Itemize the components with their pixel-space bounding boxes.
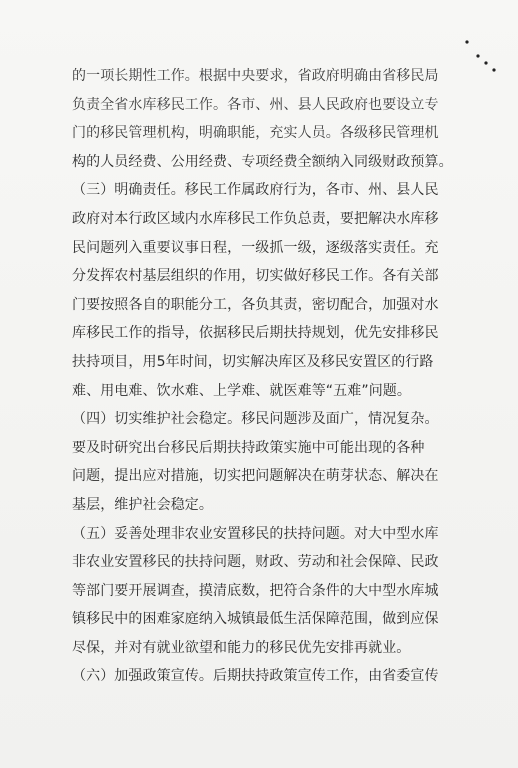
scan-dot-1: [465, 40, 468, 43]
text-line: 政府对本行政区域内水库移民工作负总责，要把解决水库移: [72, 210, 439, 227]
text-line: 尽保，并对有就业欲望和能力的移民优先安排再就业。: [72, 639, 411, 656]
scan-dot-4: [492, 68, 495, 71]
text-line: （五）妥善处理非农业安置移民的扶持问题。对大中型水库: [72, 525, 439, 542]
body-text: [72, 62, 472, 691]
text-line: （六）加强政策宣传。后期扶持政策宣传工作，由省委宣传: [72, 668, 439, 685]
text-line: 构的人员经费、公用经费、专项经费全额纳入同级财政预算。: [72, 153, 453, 170]
text-line: 要及时研究出台移民后期扶持政策实施中可能出现的各种: [72, 439, 425, 456]
text-line: 扶持项目，用5年时间，切实解决库区及移民安置区的行路: [72, 353, 434, 370]
text-line: 门的移民管理机构，明确职能，充实人员。各级移民管理机: [72, 125, 439, 142]
text-line: 等部门要开展调查，摸清底数，把符合条件的大中型水库城: [72, 582, 439, 599]
text-line: 镇移民中的困难家庭纳入城镇最低生活保障范围，做到应保: [72, 611, 439, 628]
text-line: 难、用电难、饮水难、上学难、就医难等“五难”问题。: [72, 382, 412, 399]
text-line: 基层，维护社会稳定。: [72, 496, 213, 513]
text-line: 民问题列入重要议事日程，一级抓一级，逐级落实责任。充: [72, 239, 439, 256]
text-line: （四）切实维护社会稳定。移民问题涉及面广，情况复杂。: [72, 411, 439, 428]
text-line: 分发挥农村基层组织的作用，切实做好移民工作。各有关部: [72, 268, 439, 285]
text-line: 问题，提出应对措施，切实把问题解决在萌芽状态、解决在: [72, 468, 439, 485]
text-line: 的一项长期性工作。根据中央要求，省政府明确由省移民局: [72, 68, 439, 84]
scan-dot-2: [476, 54, 479, 57]
text-line: 门要按照各自的职能分工，各负其责，密切配合，加强对水: [72, 296, 439, 313]
text-line: 非农业安置移民的扶持问题，财政、劳动和社会保障、民政: [72, 554, 439, 571]
text-line: 负责全省水库移民工作。各市、州、县人民政府也要设立专: [72, 96, 439, 113]
scan-dot-3: [484, 61, 487, 64]
text-line: 库移民工作的指导，依据移民后期扶持规划，优先安排移民: [72, 325, 439, 342]
text-line: （三）明确责任。移民工作属政府行为，各市、州、县人民: [72, 182, 439, 199]
